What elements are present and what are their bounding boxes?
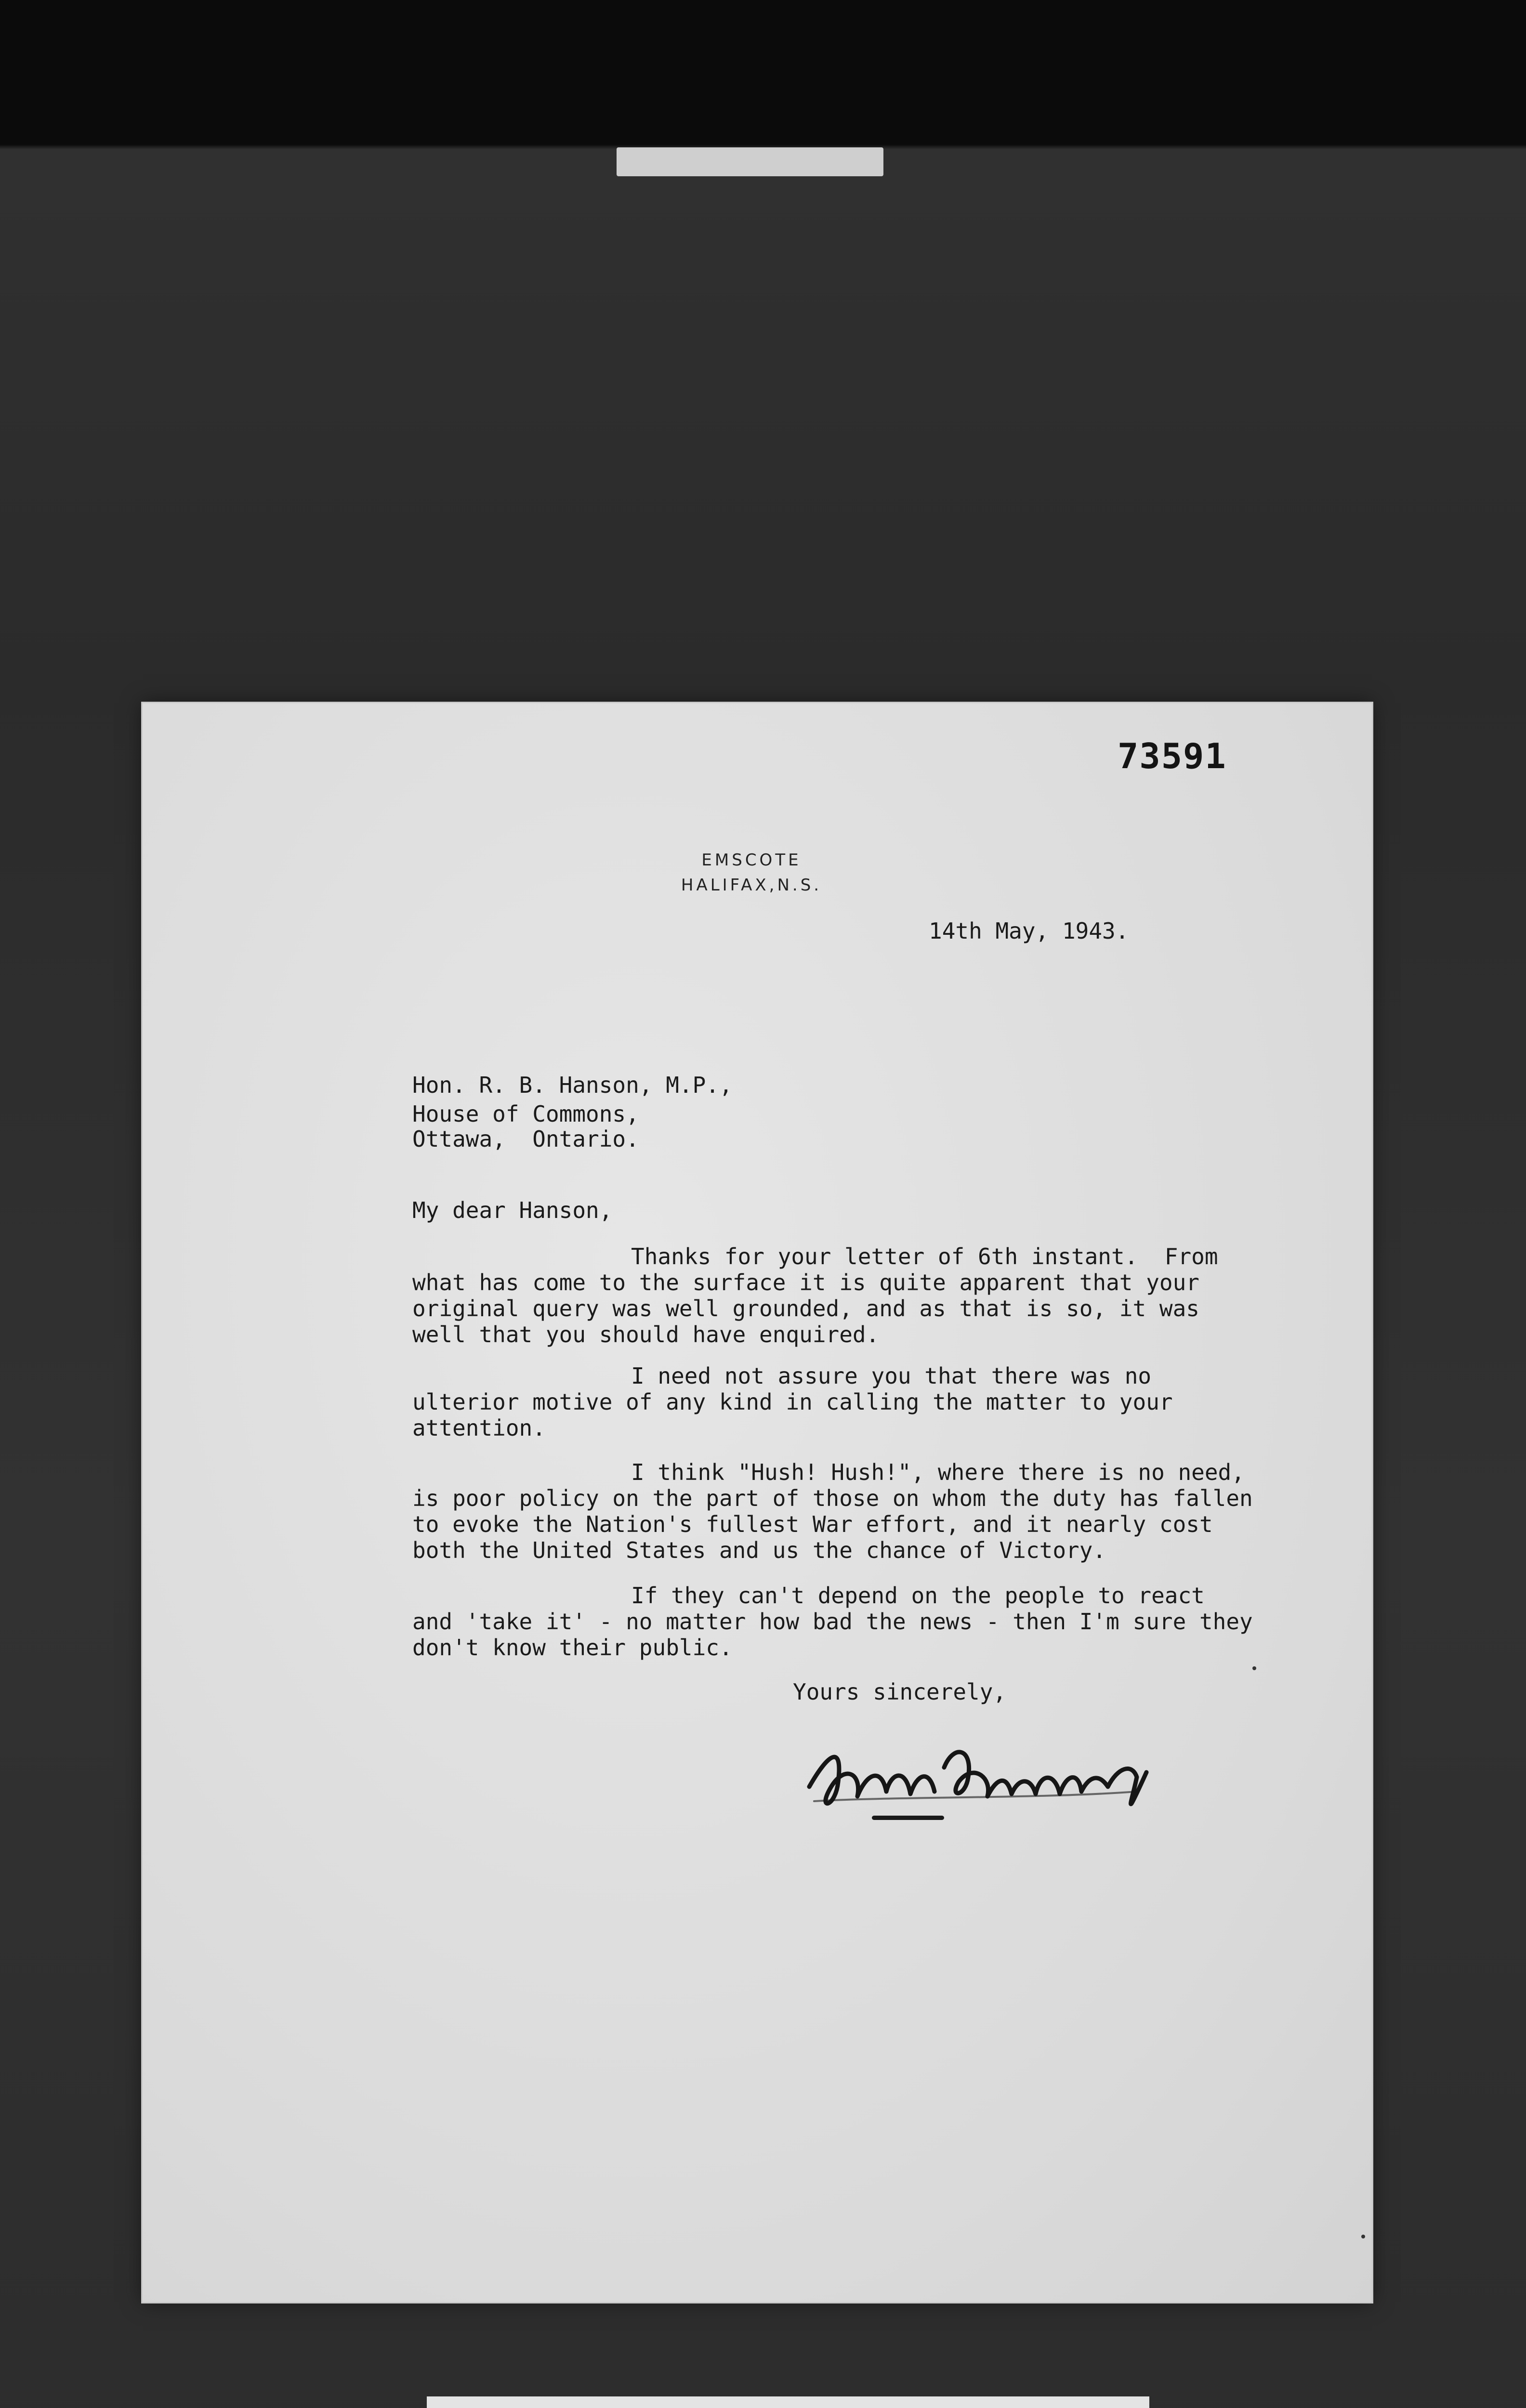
document-number: 73591 (1118, 736, 1227, 776)
body-line: attention. (412, 1415, 546, 1441)
body-line: ulterior motive of any kind in calling the matter to your (412, 1389, 1173, 1415)
recipient-line: House of Commons, (412, 1101, 639, 1127)
recipient-line: Ottawa, Ontario. (412, 1126, 639, 1152)
signature-underline (872, 1816, 944, 1820)
volume-label-strip (427, 2396, 1149, 2408)
letterhead-location: HALIFAX,N.S. (681, 876, 822, 895)
body-line: is poor policy on the part of those on whom the duty has fallen (412, 1485, 1253, 1511)
closing: Yours sincerely, (793, 1679, 1007, 1705)
body-line: to evoke the Nation's fullest War effort, and it nearly cost (412, 1511, 1213, 1537)
salutation: My dear Hanson, (412, 1197, 613, 1223)
letter-date: 14th May, 1943. (929, 918, 1129, 944)
body-line: what has come to the surface it is quite apparent that your (412, 1269, 1199, 1296)
body-line: I need not assure you that there was no (631, 1363, 1152, 1389)
body-line: and 'take it' - no matter how bad the news - then I'm sure they (412, 1609, 1253, 1635)
body-line: don't know their public. (412, 1635, 733, 1661)
recipient-line: Hon. R. B. Hanson, M.P., (412, 1072, 733, 1098)
body-line: both the United States and us the chance of Victory. (412, 1537, 1106, 1563)
body-line: well that you should have enquired. (412, 1322, 880, 1348)
body-line: Thanks for your letter of 6th instant. From (631, 1243, 1218, 1269)
film-frame-tab (617, 147, 883, 176)
handwritten-signature (800, 1714, 1214, 1840)
body-line: I think "Hush! Hush!", where there is no need, (631, 1459, 1245, 1485)
body-line: original query was well grounded, and as that is so, it was (412, 1296, 1199, 1322)
page-speck (1361, 2235, 1365, 2238)
body-line: If they can't depend on the people to react (631, 1583, 1205, 1609)
letterhead-name: EMSCOTE (701, 851, 802, 870)
page-speck (1252, 1666, 1256, 1670)
